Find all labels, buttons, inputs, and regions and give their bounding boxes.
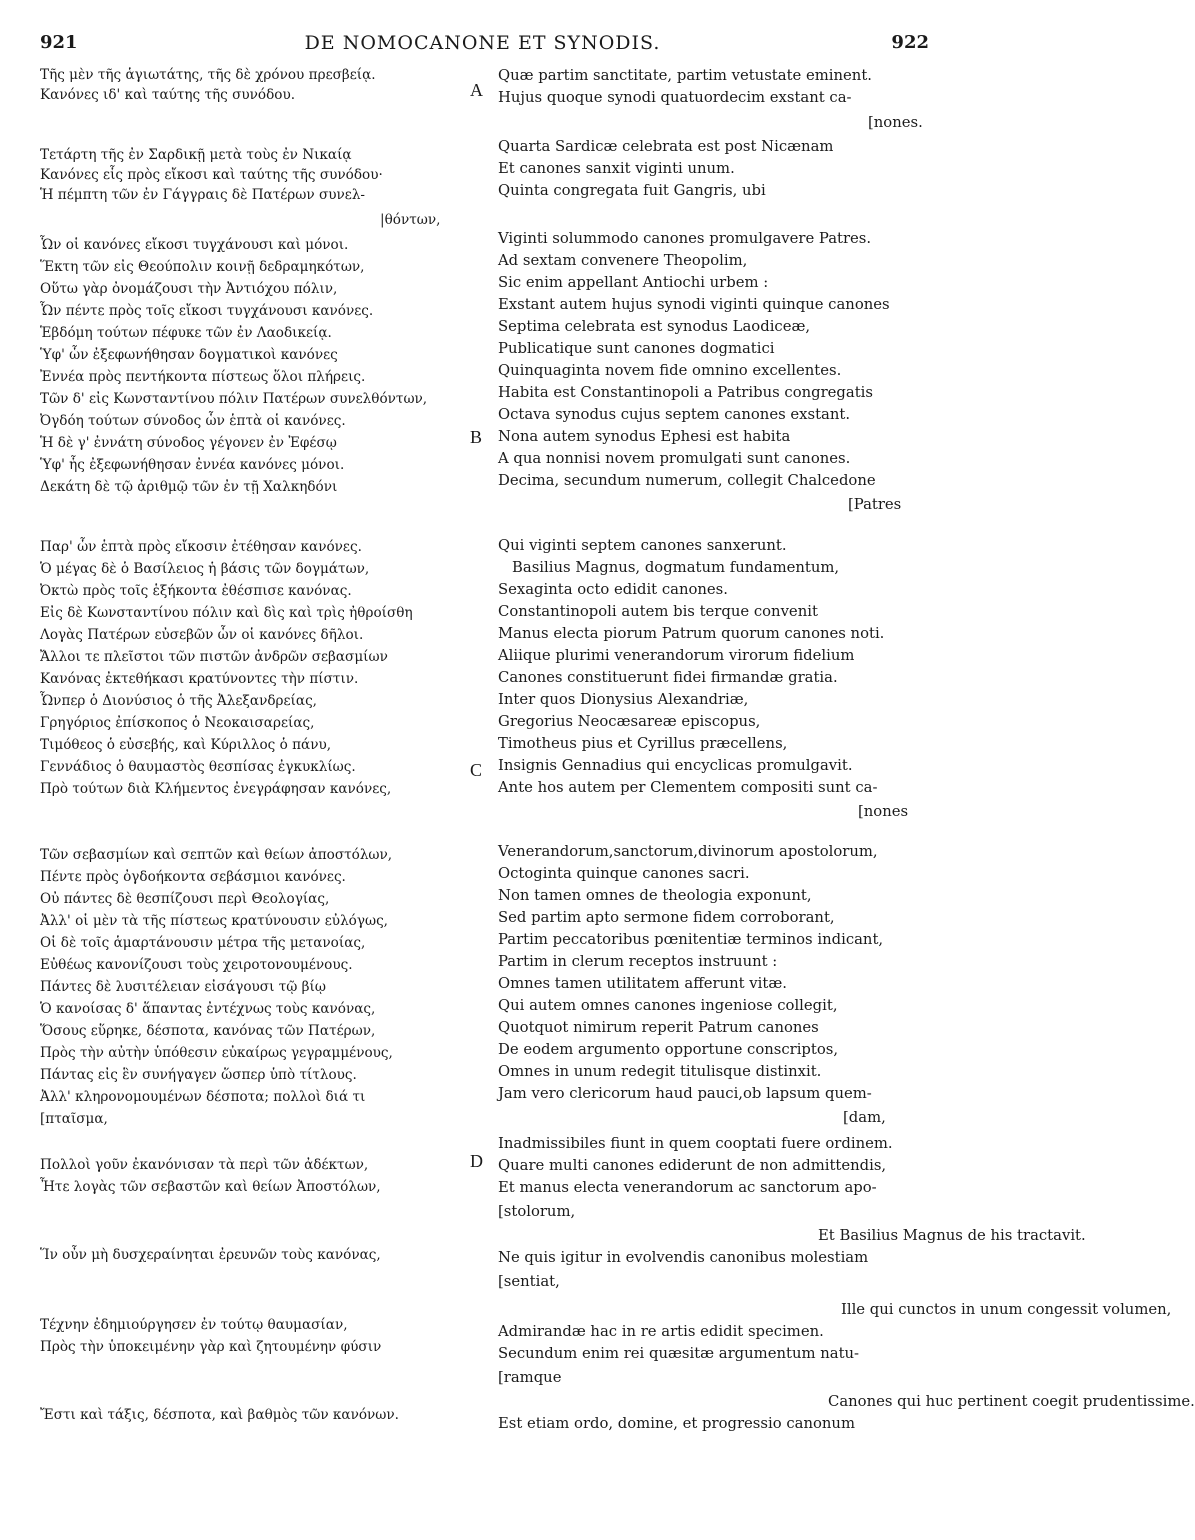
latin-line: [stolorum, <box>498 1203 576 1220</box>
greek-line: Ἀλλ' οἱ μὲν τὰ τῆς πίστεως κρατύνουσιν εὐλόγως, <box>40 913 389 929</box>
greek-line: Πολλοὶ γοῦν ἐκανόνισαν τὰ περὶ τῶν ἀδέκτων, <box>40 1157 369 1173</box>
latin-line: [nones. <box>868 114 923 131</box>
section-marker-a: A <box>470 80 483 100</box>
latin-line: Secundum enim rei quæsitæ argumentum natu- <box>498 1345 860 1362</box>
latin-line: Sic enim appellant Antiochi urbem : <box>498 274 769 291</box>
latin-line: Manus electa piorum Patrum quorum canones noti. <box>498 625 885 642</box>
latin-line: Decima, secundum numerum, collegit Chalcedone <box>498 472 876 489</box>
greek-line: Ὀκτὼ πρὸς τοῖς ἑξήκοντα ἐθέσπισε κανόνας. <box>40 583 352 599</box>
latin-line: [dam, <box>843 1109 886 1126</box>
greek-line: Κανόνες εἷς πρὸς εἴκοσι καὶ ταύτης τῆς συνόδου· <box>40 167 383 183</box>
latin-line: Canones qui huc pertinent coegit prudentissime. <box>828 1393 1195 1410</box>
latin-line: Sexaginta octo edidit canones. <box>498 581 728 598</box>
greek-line: Ἐννέα πρὸς πεντήκοντα πίστεως ὅλοι πλήρεις. <box>40 369 366 385</box>
latin-line: Quare multi canones ediderunt de non admittendis, <box>498 1157 887 1174</box>
greek-line: Πάντας εἰς ἓν συνήγαγεν ὥσπερ ὑπὸ τίτλους. <box>40 1067 357 1083</box>
latin-line: Omnes tamen utilitatem afferunt vitæ. <box>498 975 787 992</box>
latin-line: A qua nonnisi novem promulgati sunt canones. <box>498 450 851 467</box>
greek-line: Ὑφ' ἧς ἐξεφωνήθησαν ἐννέα κανόνες μόνοι. <box>40 457 345 473</box>
latin-line: Hujus quoque synodi quatuordecim exstant ca- <box>498 89 852 106</box>
greek-line: Τιμόθεος ὁ εὐσεβής, καὶ Κύριλλος ὁ πάνυ, <box>40 737 332 753</box>
latin-line: Ille qui cunctos in unum congessit volumen, <box>841 1301 1172 1318</box>
greek-line: Ἔστι καὶ τάξις, δέσποτα, καὶ βαθμὸς τῶν κανόνων. <box>40 1407 399 1423</box>
greek-line: Ὑφ' ὧν ἐξεφωνήθησαν δογματικοὶ κανόνες <box>40 347 338 363</box>
latin-line: Omnes in unum redegit titulisque distinxit. <box>498 1063 822 1080</box>
latin-line: Partim in clerum receptos instruunt : <box>498 953 778 970</box>
greek-line: Ὁ κανοίσας δ' ἅπαντας ἐντέχνως τοὺς κανόνας, <box>40 1001 376 1017</box>
right-page-number: 922 <box>891 32 929 53</box>
greek-line: Ἄλλοι τε πλεῖστοι τῶν πιστῶν ἀνδρῶν σεβασμίων <box>40 649 388 665</box>
latin-line: Inadmissibiles fiunt in quem cooptati fuere ordinem. <box>498 1135 893 1152</box>
greek-line: Γεννάδιος ὁ θαυμαστὸς θεσπίσας ἐγκυκλίως. <box>40 759 356 775</box>
latin-line: [Patres <box>848 496 902 513</box>
latin-line: Sed partim apto sermone fidem corroborant, <box>498 909 835 926</box>
greek-line: Ἕκτη τῶν εἰς Θεούπολιν κοινῇ δεδραμηκότων, <box>40 259 365 275</box>
greek-line: Ἵν οὖν μὴ δυσχεραίνηται ἐρευνῶν τοὺς κανόνας, <box>40 1247 381 1263</box>
greek-line: Κανόνες ιδ' καὶ ταύτης τῆς συνόδου. <box>40 87 296 103</box>
greek-line: Δεκάτη δὲ τῷ ἀριθμῷ τῶν ἐν τῇ Χαλκηδόνι <box>40 479 338 495</box>
latin-line: Publicatique sunt canones dogmatici <box>498 340 775 357</box>
greek-line: Οἱ δὲ τοῖς ἁμαρτάνουσιν μέτρα τῆς μετανοίας, <box>40 935 366 951</box>
greek-line: Πρὸ τούτων διὰ Κλήμεντος ἐνεγράφησαν κανόνες, <box>40 781 392 797</box>
greek-line: Τῶν σεβασμίων καὶ σεπτῶν καὶ θείων ἀποστόλων, <box>40 847 393 863</box>
latin-line: Qui viginti septem canones sanxerunt. <box>498 537 787 554</box>
greek-line: Πρὸς τὴν αὐτὴν ὑπόθεσιν εὐκαίρως γεγραμμένους, <box>40 1045 393 1061</box>
latin-line: Exstant autem hujus synodi viginti quinque canones <box>498 296 890 313</box>
latin-line: Quinquaginta novem fide omnino excellentes. <box>498 362 842 379</box>
latin-line: Et canones sanxit viginti unum. <box>498 160 735 177</box>
latin-line: Nona autem synodus Ephesi est habita <box>498 428 791 445</box>
left-page-number: 921 <box>40 32 78 53</box>
latin-line: Et manus electa venerandorum ac sanctorum apo- <box>498 1179 877 1196</box>
latin-line: Ad sextam convenere Theopolim, <box>498 252 748 269</box>
running-title: DE NOMOCANONE ET SYNODIS. <box>304 32 661 54</box>
latin-line: [nones <box>858 803 909 820</box>
greek-line: Τῶν δ' εἰς Κωνσταντίνου πόλιν Πατέρων συνελθόντων, <box>40 391 428 407</box>
latin-line: Jam vero clericorum haud pauci,ob lapsum quem- <box>498 1085 872 1102</box>
greek-line: [πταῖσμα, <box>40 1111 108 1127</box>
greek-line: Τῆς μὲν τῆς ἁγιωτάτης, τῆς δὲ χρόνου πρεσβείᾳ. <box>40 67 376 83</box>
latin-line: Ante hos autem per Clementem compositi sunt ca- <box>498 779 878 796</box>
latin-line: Quarta Sardicæ celebrata est post Nicænam <box>498 138 834 155</box>
latin-line: Et Basilius Magnus de his tractavit. <box>818 1227 1086 1244</box>
latin-line: [sentiat, <box>498 1273 560 1290</box>
latin-line: Aliique plurimi venerandorum virorum fidelium <box>498 647 855 664</box>
latin-line: Ne quis igitur in evolvendis canonibus molestiam <box>498 1249 869 1266</box>
greek-line: Ὅσους εὕρηκε, δέσποτα, κανόνας τῶν Πατέρων, <box>40 1023 376 1039</box>
greek-line: Εὐθέως κανονίζουσι τοὺς χειροτονουμένους. <box>40 957 353 973</box>
latin-line: Basilius Magnus, dogmatum fundamentum, <box>512 559 840 576</box>
latin-line: Quinta congregata fuit Gangris, ubi <box>498 182 766 199</box>
latin-line: Octava synodus cujus septem canones exstant. <box>498 406 851 423</box>
greek-line: Ἑβδόμη τούτων πέφυκε τῶν ἐν Λαοδικείᾳ. <box>40 325 332 341</box>
latin-line: Quotquot nimirum reperit Patrum canones <box>498 1019 819 1036</box>
greek-line: Γρηγόριος ἐπίσκοπος ὁ Νεοκαισαρείας, <box>40 715 315 731</box>
greek-line: Κανόνας ἐκτεθήκασι κρατύνοντες τὴν πίστιν. <box>40 671 359 687</box>
latin-line: Est etiam ordo, domine, et progressio canonum <box>498 1415 855 1432</box>
latin-line: Canones constituerunt fidei firmandæ gratia. <box>498 669 838 686</box>
section-marker-d: D <box>470 1151 483 1171</box>
greek-line: Λογὰς Πατέρων εὐσεβῶν ὧν οἱ κανόνες δῆλοι. <box>40 627 364 643</box>
latin-line: Partim peccatoribus pœnitentiæ terminos indicant, <box>498 931 884 948</box>
section-marker-b: B <box>470 427 483 447</box>
latin-line: Octoginta quinque canones sacri. <box>498 865 750 882</box>
page-header <box>0 32 965 58</box>
latin-line: Constantinopoli autem bis terque convenit <box>498 603 818 620</box>
latin-line: Non tamen omnes de theologia exponunt, <box>498 887 812 904</box>
greek-line: Ἡ πέμπτη τῶν ἐν Γάγγραις δὲ Πατέρων συνελ- <box>40 187 366 203</box>
greek-line: Ἦτε λογὰς τῶν σεβαστῶν καὶ θείων Ἀποστόλων, <box>40 1179 381 1195</box>
greek-line: Εἰς δὲ Κωνσταντίνου πόλιν καὶ δὶς καὶ τρὶς ἠθροίσθη <box>40 605 413 621</box>
greek-line: Ὧνπερ ὁ Διονύσιος ὁ τῆς Ἀλεξανδρείας, <box>40 693 317 709</box>
greek-line: Πάντες δὲ λυσιτέλειαν εἰσάγουσι τῷ βίῳ <box>40 979 326 995</box>
greek-line: Τέχνην ἐδημιούργησεν ἐν τούτῳ θαυμασίαν, <box>40 1317 348 1333</box>
latin-line: [ramque <box>498 1369 562 1386</box>
greek-line: Ὀγδόη τούτων σύνοδος ὧν ἑπτὰ οἱ κανόνες. <box>40 413 346 429</box>
greek-line: Οὐ πάντες δὲ θεσπίζουσι περὶ Θεολογίας, <box>40 891 330 907</box>
latin-line: De eodem argumento opportune conscriptos, <box>498 1041 839 1058</box>
latin-line: Timotheus pius et Cyrillus præcellens, <box>498 735 788 752</box>
latin-line: Admirandæ hac in re artis edidit specimen. <box>498 1323 824 1340</box>
latin-line: Viginti solummodo canones promulgavere Patres. <box>498 230 872 247</box>
latin-line: Habita est Constantinopoli a Patribus congregatis <box>498 384 874 401</box>
latin-line: Venerandorum,sanctorum,divinorum apostolorum, <box>498 843 878 860</box>
latin-line: Insignis Gennadius qui encyclicas promulgavit. <box>498 757 853 774</box>
latin-line: Gregorius Neocæsareæ episcopus, <box>498 713 761 730</box>
latin-line: Quæ partim sanctitate, partim vetustate eminent. <box>498 67 872 84</box>
greek-line: Τετάρτη τῆς ἐν Σαρδικῇ μετὰ τοὺς ἐν Νικαίᾳ <box>40 147 352 163</box>
greek-line: Οὕτω γὰρ ὀνομάζουσι τὴν Ἀντιόχου πόλιν, <box>40 281 338 297</box>
latin-line: Inter quos Dionysius Alexandriæ, <box>498 691 749 708</box>
greek-line: Πέντε πρὸς ὀγδοήκοντα σεβάσμιοι κανόνες. <box>40 869 346 885</box>
section-marker-c: C <box>470 760 483 780</box>
greek-line: Ὧν οἱ κανόνες εἴκοσι τυγχάνουσι καὶ μόνοι. <box>40 237 349 253</box>
greek-line: Ὧν πέντε πρὸς τοῖς εἴκοσι τυγχάνουσι κανόνες. <box>40 303 374 319</box>
greek-line: Ἀλλ' κληρονομουμένων δέσποτα; πολλοὶ διά τι <box>40 1089 366 1105</box>
greek-line: Παρ' ὧν ἑπτὰ πρὸς εἴκοσιν ἐτέθησαν κανόνες. <box>40 539 362 555</box>
latin-line: Septima celebrata est synodus Laodiceæ, <box>498 318 811 335</box>
latin-line: Qui autem omnes canones ingeniose collegit, <box>498 997 838 1014</box>
greek-line: |θόντων, <box>380 212 441 228</box>
greek-line: Ὁ μέγας δὲ ὁ Βασίλειος ἡ βάσις τῶν δογμάτων, <box>40 561 370 577</box>
greek-line: Πρὸς τὴν ὑποκειμένην γὰρ καὶ ζητουμένην φύσιν <box>40 1339 382 1355</box>
greek-line: Ἡ δὲ γ' ἐννάτη σύνοδος γέγονεν ἐν Ἐφέσῳ <box>40 435 337 451</box>
